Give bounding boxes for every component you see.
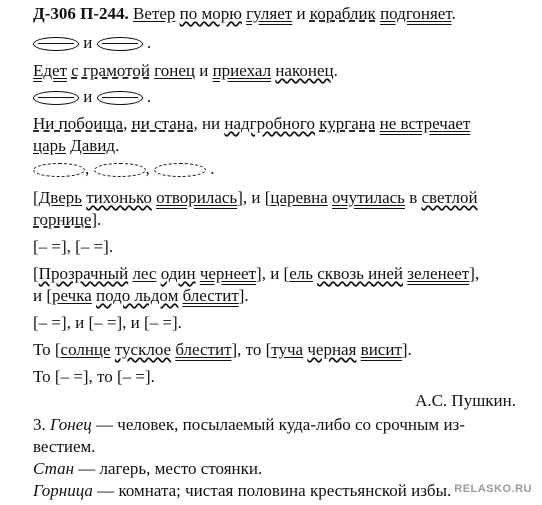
sentence-3-line-1 [33, 113, 470, 135]
word-predicate: Едет [33, 61, 68, 80]
word-conj: и [296, 4, 306, 23]
bracket: ]. [401, 340, 412, 359]
word-object: с грамотой [71, 61, 150, 80]
oval-symbol [33, 37, 79, 51]
word-subject: гонец [154, 61, 195, 80]
text: ], то [ [231, 340, 272, 359]
word-subject: Давид [70, 136, 116, 155]
dashed-oval-symbol [154, 163, 206, 177]
exercise-code: Д-306 П-244. [33, 4, 129, 23]
sentence-2-line [33, 60, 338, 82]
note-1-line-1 [33, 414, 465, 436]
sentence-4-line-2 [33, 209, 101, 231]
word-object: Ни побоища [33, 114, 124, 133]
note-2 [33, 458, 262, 480]
sentence-6-line [33, 339, 412, 361]
scheme-4: [– =], [– =]. [33, 237, 114, 256]
word-predicate: зеленеет [407, 264, 470, 283]
sentence-3-line-2 [33, 135, 119, 157]
text: и [ [33, 286, 53, 305]
note-1-line-2 [33, 436, 96, 458]
note-3 [33, 480, 451, 502]
sentence-5-line-1 [33, 263, 479, 285]
scheme-5: [– =], и [– =], и [– =]. [33, 313, 182, 332]
bracket: [ [33, 264, 39, 283]
word-predicate: подгоняет [380, 4, 452, 23]
word-end: . [333, 61, 338, 80]
author: А.С. Пушкин. [415, 391, 516, 410]
word-attribute: тусклое [114, 340, 172, 359]
word-attribute: Прозрачный [38, 264, 129, 283]
scheme-1 [33, 32, 151, 54]
word-attribute: светлой [421, 188, 478, 207]
watermark: RELASKO.RU [454, 483, 532, 495]
bracket: ]. [91, 210, 102, 229]
sentence-1-line [33, 3, 456, 25]
note-term: Стан [33, 459, 74, 478]
word-subject: солнце [60, 340, 111, 359]
note-def: — человек, посылаемый куда-либо со срочным из- [91, 415, 465, 434]
word-object: кургана [319, 114, 376, 133]
word-predicate: блестит [175, 340, 232, 359]
word-end: . [451, 4, 456, 23]
word-circumstance: подо льдом [96, 286, 179, 305]
word-subject: Ветер [133, 4, 176, 23]
scheme-sep: , [85, 159, 90, 178]
word-attribute: черная [307, 340, 357, 359]
sentence-5-line-2 [33, 285, 249, 307]
word-subject: туча [271, 340, 304, 359]
word-circumstance: сквозь иней [317, 264, 404, 283]
bracket: [ [33, 188, 39, 207]
word-subject: речка [52, 286, 92, 305]
bracket: ], и [ [256, 264, 290, 283]
note-def: вестием. [33, 437, 96, 456]
word-circumstance: по морю [179, 4, 242, 23]
word-circumstance: тихонько [86, 188, 152, 207]
word-predicate: гуляет [246, 4, 293, 23]
punct: , [123, 114, 132, 133]
scheme-2 [33, 86, 151, 108]
scheme-end: . [210, 159, 215, 178]
scheme-3 [33, 158, 215, 180]
word-object: горнице [33, 210, 92, 229]
dashed-oval-symbol [33, 163, 85, 177]
word-object: ни стана [131, 114, 194, 133]
bracket: ], и [ [237, 188, 271, 207]
word-subject: лес [132, 264, 157, 283]
word-circumstance: наконец [275, 61, 334, 80]
word-subject: Дверь [38, 188, 82, 207]
punct: . [115, 136, 120, 155]
word-attribute: надгробного [224, 114, 315, 133]
text: То [ [33, 340, 61, 359]
note-def: — комната; чистая половина крестьянской избы. [92, 481, 452, 500]
word-predicate: не встречает [379, 114, 471, 133]
scheme-end: . [146, 33, 152, 52]
text: в [404, 188, 422, 207]
word-subject: царь [33, 136, 66, 155]
word-object: кораблик [309, 4, 376, 23]
bracket: ], [469, 264, 480, 283]
scheme-end: . [146, 87, 152, 106]
note-number: 3. [33, 415, 50, 434]
word-predicate: блестит [182, 286, 239, 305]
word-predicate: очутилась [331, 188, 405, 207]
scheme-conj: и [83, 87, 93, 106]
word-predicate: отворилась [156, 188, 238, 207]
bracket: ]. [238, 286, 249, 305]
note-term: Горница [33, 481, 93, 500]
note-def: — лагерь, место стоянки. [74, 459, 263, 478]
word-attribute: один [160, 264, 196, 283]
scheme-6: То [– =], то [– =]. [33, 367, 155, 386]
word-predicate: чернеет [199, 264, 257, 283]
punct: , ни [193, 114, 225, 133]
scheme-conj: и [83, 33, 93, 52]
word-conj: и [199, 61, 209, 80]
sentence-4-line-1 [33, 187, 478, 209]
dashed-oval-symbol [94, 163, 146, 177]
oval-symbol [97, 91, 143, 105]
word-subject: царевна [270, 188, 328, 207]
scheme-sep: , [145, 159, 150, 178]
note-term: Гонец [50, 415, 92, 434]
oval-symbol [97, 37, 143, 51]
oval-symbol [33, 91, 79, 105]
word-predicate: приехал [212, 61, 272, 80]
word-predicate: висит [360, 340, 402, 359]
word-subject: ель [289, 264, 313, 283]
